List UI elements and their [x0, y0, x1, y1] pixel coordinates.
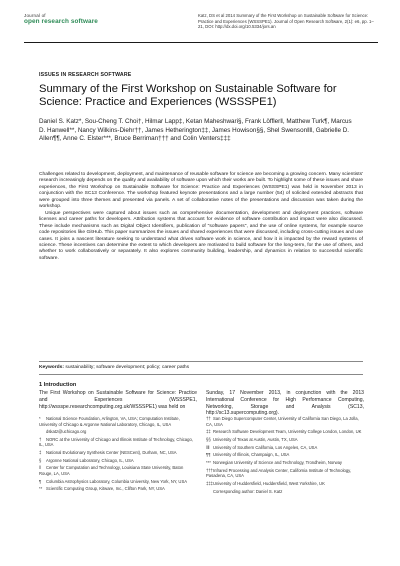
citation-line: Katz, DS et al 2014 Summary of the First Workshop on Sustainable Software for Science: Practice and Experiences (WSSSPE1). Journal of Open Research Software, 2(1): e6, pp. 1–21, DOI: http://dx.doi.org/10.5334/jors.an [198, 13, 374, 30]
keywords-rule-top [39, 361, 363, 362]
footnote-mark: * [39, 416, 41, 421]
footnote-text: Research Software Development Team, University College London, London, UK [213, 429, 362, 435]
keywords [39, 365, 363, 370]
footnote [39, 458, 197, 464]
footnote [39, 486, 197, 492]
footnote [206, 489, 364, 495]
keywords-label: Keywords: [39, 365, 65, 370]
author-list: Daniel S. Katz*, Sou-Cheng T. Choi†, Hilmar Lapp‡, Ketan Maheshwari§, Frank Löffler‖, Matthew Turk¶, Marcus D. Hanwell**, Nancy Wilkins-Diehr††, James Hetherington‡‡, James Howison§§, Shel Swenson‖‖, Gabrielle D. Allen¶¶, Anne C. Elster***, Bruce Berriman††† and Colin Venters‡‡‡ [39, 118, 352, 143]
footnote-text: Infrared Processing and Analysis Center, California Institute of Technology, Pasadena, CA, USA [206, 467, 352, 479]
intro-body-left: The First Workshop on Sustainable Software for Science: Practice and Experiences (WSSSPE1, http://wssspe.researchcomputing.org.uk/WSSSPE1) was held on [39, 390, 197, 410]
footnote-mark: § [39, 457, 42, 463]
footnote-text: Argonne National Laboratory, Chicago, IL, USA [46, 457, 134, 463]
footnote-mark: §§ [206, 436, 211, 442]
footnote [39, 416, 197, 427]
abstract-paragraph-2: Unique perspectives were captured about issues such as comprehensive documentation, development and deployment practices, software licenses and career paths for developers. Attribution systems that account for evidence of software contribution and impact were also discussed. These include mechanisms such as Digital Object Identifiers, publication of "software papers", and the use of online systems, for example source code repositories like GitHub. This paper summarizes the issues and shared experiences that were discussed, including cross-cutting issues and use cases. It joins a nascent literature seeking to understand what drives software work in science, and how it is impacted by the reward systems of science. These incentives can determine the extent to which developers are motivated to build software for the long-term, for the use of others, and whether to work collaboratively or separately. It also explores community building, leadership, and dynamics in relation to successful scientific software. [39, 210, 363, 261]
journal-logo [24, 13, 98, 25]
footnote-text: NORC at the University of Chicago and Illinois Institute of Technology, Chicago, IL, USA [39, 436, 193, 448]
abstract [39, 172, 363, 262]
footnote [39, 465, 197, 476]
journal-header [24, 13, 378, 39]
footnote [39, 437, 197, 448]
footnote-text: Center for Computation and Technology, Louisiana State University, Baton Rouge, LA, USA [39, 465, 184, 476]
footnote-mark: ** [39, 486, 43, 492]
footnote [39, 479, 197, 485]
footnote-mark: †† [206, 416, 211, 421]
footnote [206, 445, 364, 451]
corresponding-author: Corresponding author: Daniel S. Katz [213, 488, 283, 494]
section-label: ISSUES IN RESEARCH SOFTWARE [39, 72, 132, 78]
footnote [206, 468, 364, 479]
footnote-mark: ‡ [39, 450, 42, 456]
footnote-text: University of Southern California, Los Angeles, CA, USA [213, 444, 318, 450]
footnote [39, 450, 197, 456]
footnote [206, 460, 364, 466]
footnote-mark: ‖‖ [206, 444, 210, 450]
footnote-mark: ¶ [39, 478, 42, 484]
footnote-text: National Evolutionary Synthesis Center (NESCent), Durham, NC, USA [46, 450, 177, 456]
footnote-text: University of Huddersfield, Huddersfield, West Yorkshire, UK [213, 480, 325, 486]
footnote-mark: ‖ [39, 465, 41, 471]
footnote [206, 452, 364, 458]
abstract-paragraph-1: Challenges related to development, deployment, and maintenance of reusable software for science are becoming a growing concern. Many scientists' research increasingly depends on the quality and availability of software upon which their works are built. To highlight some of these issues and share experiences, the First Workshop on Sustainable Software for Science: Practice and Experiences (WSSSPE1) was held in November 2013 in conjunction with the SC13 Conference. The workshop featured keynote presentations and a large number (54) of solicited extended abstracts that were grouped into three themes and presented via panels. A set of collaborative notes of the presentations and discussion was taken during the workshop. [39, 172, 363, 210]
footnote-mark: ‡‡‡ [206, 480, 213, 486]
footnote-mark: ¶¶ [206, 452, 211, 458]
footnote [206, 429, 364, 435]
footnote [206, 481, 364, 487]
footnote [39, 429, 197, 435]
footnote-mark: ‡‡ [206, 429, 211, 435]
header-rule [24, 42, 378, 43]
keywords-rule-bottom [39, 374, 363, 375]
keywords-text: sustainability; software development; policy; career paths [65, 365, 190, 370]
footnotes-left [39, 416, 197, 494]
footnote-text: Columbia Astrophysics Laboratory, Columbia University, New York, NY, USA [46, 478, 188, 484]
footnotes-right [206, 416, 364, 496]
journal-logo-name: open research software [24, 18, 98, 25]
footnote [206, 416, 364, 427]
footnote-text: Norwegian University of Science and Technology, Trondheim, Norway [213, 459, 343, 465]
journal-logo-prefix: Journal of [24, 13, 46, 18]
footnote-mark: ††† [206, 467, 213, 473]
intro-heading: 1 Introduction [39, 382, 77, 388]
footnote-text: Scientific Computing Group, Kitware, Inc., Clifton Park, NY, USA [46, 486, 165, 492]
footnote-email-link[interactable]: dskatz@uchicago.org [46, 429, 87, 435]
footnote [206, 437, 364, 443]
footnote-text: San Diego Supercomputer Center, University of California San Diego, La Jolla, CA, USA [206, 416, 359, 427]
footnote-text: University of Illinois, Champaign, IL, USA [213, 452, 290, 458]
footnote-text: National Science Foundation, Arlington, VA, USA; Computation Institute, University of Chicago & Argonne National Laboratory, Chicago, IL, USA [39, 416, 180, 427]
footnote-mark: *** [206, 459, 211, 465]
footnote-text: University of Texas at Austin, Austin, TX, USA [213, 436, 298, 442]
paper-title: Summary of the First Workshop on Sustainable Software for Science: Practice and Experiences (WSSSPE1) [39, 83, 337, 109]
intro-body-right: Sunday, 17 November 2013, in conjunction with the 2013 International Conference for High Performance Computing, Networking, Storage and Analysis (SC13, http://sc13.supercomputing.org). [206, 390, 364, 417]
footnote-mark: † [39, 436, 42, 442]
